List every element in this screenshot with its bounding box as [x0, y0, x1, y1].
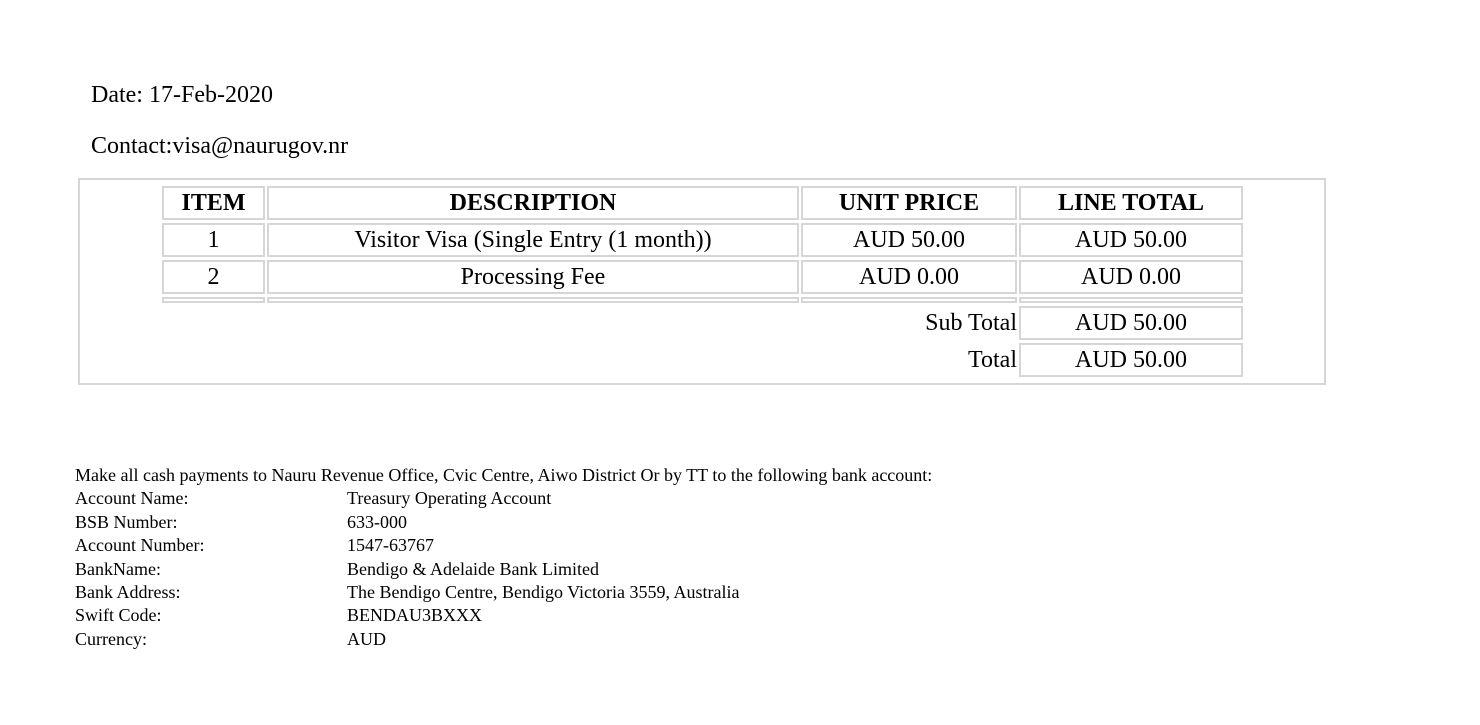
column-header-unit-price: UNIT PRICE — [801, 186, 1017, 220]
account-number-row — [75, 534, 932, 557]
account-number-label: Account Number: — [75, 535, 205, 556]
spacer-cell — [162, 297, 265, 303]
bsb-number-label: BSB Number: — [75, 511, 178, 532]
swift-code-label: Swift Code: — [75, 605, 162, 626]
spacer-cell — [801, 297, 1017, 303]
row-2-item: 2 — [162, 260, 265, 294]
bank-address-value: The Bendigo Centre, Bendigo Victoria 3559, Australia — [347, 581, 740, 602]
bank-name-value: Bendigo & Adelaide Bank Limited — [347, 558, 599, 579]
row-1-description: Visitor Visa (Single Entry (1 month)) — [267, 223, 799, 257]
row-2-description: Processing Fee — [267, 260, 799, 294]
row-2-line-total: AUD 0.00 — [1019, 260, 1243, 294]
spacer-cell — [267, 297, 799, 303]
bank-name-row — [75, 558, 932, 581]
spacer-cell — [1019, 297, 1243, 303]
swift-code-row — [75, 604, 932, 627]
column-header-item: ITEM — [162, 186, 265, 220]
account-name-label: Account Name: — [75, 488, 189, 509]
invoice-table — [78, 178, 1326, 385]
row-2-unit-price: AUD 0.00 — [801, 260, 1017, 294]
total-label: Total — [968, 347, 1017, 373]
account-name-row — [75, 487, 932, 510]
payment-instructions — [75, 464, 932, 651]
currency-value: AUD — [347, 628, 386, 649]
bsb-number-value: 633-000 — [347, 511, 407, 532]
subtotal-value: AUD 50.00 — [1019, 306, 1243, 340]
account-number-value: 1547-63767 — [347, 535, 434, 556]
bank-address-row — [75, 581, 932, 604]
contact-email: Contact:visa@naurugov.nr — [91, 133, 349, 159]
total-value: AUD 50.00 — [1019, 343, 1243, 377]
currency-row — [75, 628, 932, 651]
swift-code-value: BENDAU3BXXX — [347, 605, 482, 626]
column-header-description: DESCRIPTION — [267, 186, 799, 220]
bsb-number-row — [75, 511, 932, 534]
invoice-date: Date: 17-Feb-2020 — [91, 82, 273, 108]
row-1-unit-price: AUD 50.00 — [801, 223, 1017, 257]
currency-label: Currency: — [75, 628, 147, 649]
payment-intro: Make all cash payments to Nauru Revenue Office, Cvic Centre, Aiwo District Or by TT to the following bank account: — [75, 465, 933, 485]
column-header-line-total: LINE TOTAL — [1019, 186, 1243, 220]
row-1-line-total: AUD 50.00 — [1019, 223, 1243, 257]
subtotal-label: Sub Total — [925, 310, 1017, 336]
bank-name-label: BankName: — [75, 558, 161, 579]
account-name-value: Treasury Operating Account — [347, 488, 552, 509]
row-1-item: 1 — [162, 223, 265, 257]
bank-address-label: Bank Address: — [75, 581, 181, 602]
